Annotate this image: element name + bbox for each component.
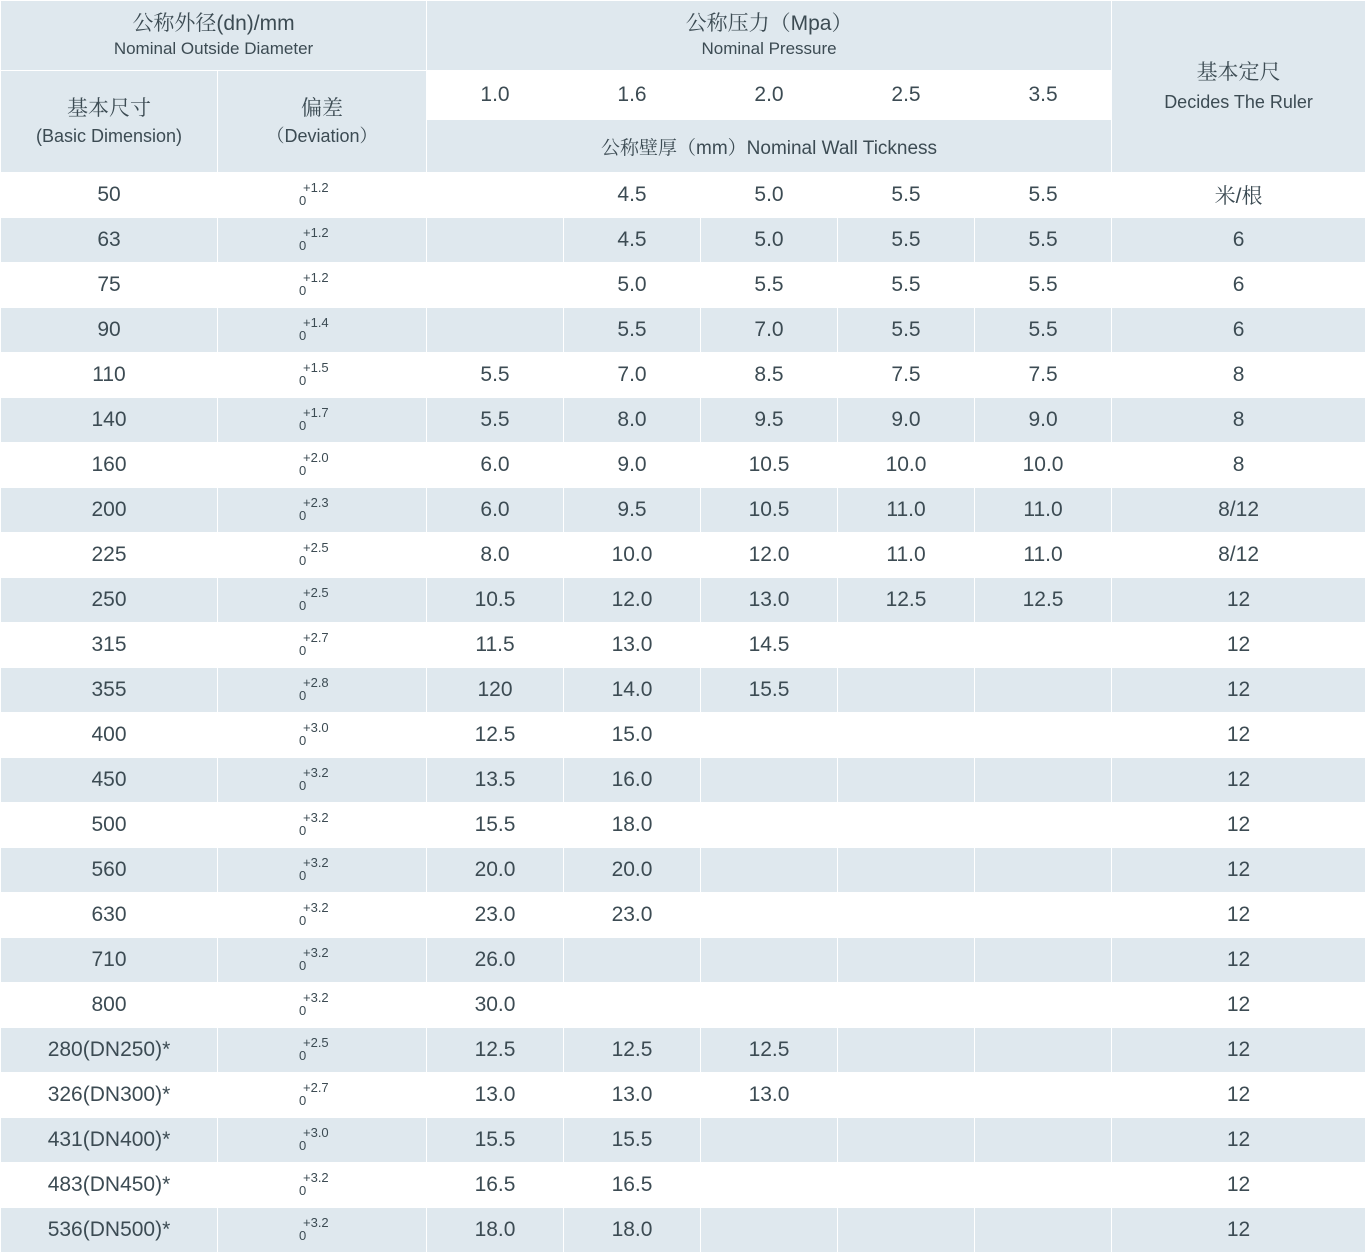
deviation-upper: +3.2 xyxy=(303,764,329,780)
cell-basic-dimension: 400 xyxy=(1,713,218,758)
cell-deviation xyxy=(218,218,427,263)
cell-ruler: 6 xyxy=(1112,308,1365,353)
cell-deviation xyxy=(218,173,427,218)
cell-deviation xyxy=(218,1118,427,1163)
deviation-upper: +1.7 xyxy=(303,404,329,420)
deviation-upper: +1.2 xyxy=(303,224,329,240)
table-body xyxy=(1,173,1365,1253)
table-row xyxy=(1,533,1365,578)
table-row xyxy=(1,353,1365,398)
cell-wall-thickness: 7.5 xyxy=(975,353,1112,398)
cell-ruler: 12 xyxy=(1112,578,1365,623)
cell-basic-dimension: 200 xyxy=(1,488,218,533)
cell-wall-thickness: 13.0 xyxy=(564,1073,701,1118)
cell-deviation xyxy=(218,668,427,713)
cell-wall-thickness: 11.0 xyxy=(838,488,975,533)
cell-wall-thickness xyxy=(975,758,1112,803)
cell-wall-thickness xyxy=(975,623,1112,668)
header-pressure-5: 3.5 xyxy=(975,71,1112,120)
cell-wall-thickness xyxy=(838,1028,975,1073)
header-nominal-pressure-en: Nominal Pressure xyxy=(701,39,837,59)
deviation-lower: 0 xyxy=(299,1002,307,1018)
deviation-upper: +1.4 xyxy=(303,314,329,330)
deviation-lower: 0 xyxy=(299,417,307,433)
cell-wall-thickness: 5.5 xyxy=(427,353,564,398)
deviation-lower: 0 xyxy=(299,1182,307,1198)
cell-wall-thickness xyxy=(975,1073,1112,1118)
cell-basic-dimension: 280(DN250)* xyxy=(1,1028,218,1073)
deviation-upper: +2.0 xyxy=(303,449,329,465)
cell-wall-thickness: 12.5 xyxy=(564,1028,701,1073)
cell-wall-thickness: 5.5 xyxy=(838,218,975,263)
cell-wall-thickness xyxy=(838,623,975,668)
cell-wall-thickness: 8.5 xyxy=(701,353,838,398)
cell-ruler: 12 xyxy=(1112,623,1365,668)
table-row xyxy=(1,173,1365,218)
deviation-upper: +3.2 xyxy=(303,944,329,960)
header-pressure-4: 2.5 xyxy=(838,71,975,120)
table-row xyxy=(1,803,1365,848)
table-row xyxy=(1,848,1365,893)
cell-wall-thickness: 15.5 xyxy=(427,803,564,848)
deviation-upper: +3.2 xyxy=(303,854,329,870)
cell-wall-thickness: 5.5 xyxy=(701,263,838,308)
cell-wall-thickness xyxy=(838,1163,975,1208)
deviation-upper: +2.8 xyxy=(303,674,329,690)
cell-basic-dimension: 536(DN500)* xyxy=(1,1208,218,1253)
cell-wall-thickness: 120 xyxy=(427,668,564,713)
cell-basic-dimension: 110 xyxy=(1,353,218,398)
cell-wall-thickness: 5.5 xyxy=(975,173,1112,218)
cell-wall-thickness: 7.0 xyxy=(701,308,838,353)
cell-wall-thickness: 10.5 xyxy=(701,488,838,533)
deviation-upper: +3.2 xyxy=(303,809,329,825)
header-nominal-pressure xyxy=(427,1,1112,71)
cell-wall-thickness xyxy=(975,713,1112,758)
cell-wall-thickness: 18.0 xyxy=(564,803,701,848)
cell-ruler: 12 xyxy=(1112,848,1365,893)
cell-wall-thickness xyxy=(564,983,701,1028)
cell-basic-dimension: 160 xyxy=(1,443,218,488)
deviation-lower: 0 xyxy=(299,1092,307,1108)
cell-wall-thickness: 12.5 xyxy=(701,1028,838,1073)
cell-ruler: 12 xyxy=(1112,668,1365,713)
cell-wall-thickness: 4.5 xyxy=(564,218,701,263)
cell-ruler: 6 xyxy=(1112,263,1365,308)
cell-wall-thickness xyxy=(975,893,1112,938)
cell-wall-thickness: 10.5 xyxy=(427,578,564,623)
cell-wall-thickness: 12.5 xyxy=(427,1028,564,1073)
cell-deviation xyxy=(218,488,427,533)
cell-wall-thickness xyxy=(838,1118,975,1163)
header-pressure-3: 2.0 xyxy=(701,71,838,120)
cell-wall-thickness: 15.5 xyxy=(701,668,838,713)
header-decides-the-ruler xyxy=(1112,1,1365,173)
cell-ruler: 8 xyxy=(1112,353,1365,398)
cell-wall-thickness xyxy=(838,938,975,983)
cell-wall-thickness xyxy=(701,1163,838,1208)
cell-wall-thickness xyxy=(975,1208,1112,1253)
cell-wall-thickness xyxy=(701,848,838,893)
cell-wall-thickness: 16.0 xyxy=(564,758,701,803)
cell-ruler: 8 xyxy=(1112,398,1365,443)
cell-deviation xyxy=(218,623,427,668)
header-basic-dimension xyxy=(1,71,218,173)
deviation-lower: 0 xyxy=(299,957,307,973)
cell-wall-thickness: 12.5 xyxy=(838,578,975,623)
cell-wall-thickness xyxy=(701,803,838,848)
deviation-upper: +2.7 xyxy=(303,1079,329,1095)
table-row xyxy=(1,1118,1365,1163)
cell-wall-thickness: 7.5 xyxy=(838,353,975,398)
cell-ruler: 12 xyxy=(1112,1118,1365,1163)
cell-wall-thickness: 9.0 xyxy=(838,398,975,443)
table-row xyxy=(1,1028,1365,1073)
cell-wall-thickness xyxy=(701,893,838,938)
deviation-lower: 0 xyxy=(299,282,307,298)
deviation-upper: +2.5 xyxy=(303,1034,329,1050)
header-ruler-en: Decides The Ruler xyxy=(1164,91,1313,112)
table-row xyxy=(1,578,1365,623)
cell-deviation xyxy=(218,533,427,578)
cell-wall-thickness: 10.5 xyxy=(701,443,838,488)
cell-ruler: 12 xyxy=(1112,1208,1365,1253)
deviation-upper: +3.0 xyxy=(303,719,329,735)
deviation-lower: 0 xyxy=(299,327,307,343)
cell-wall-thickness: 14.5 xyxy=(701,623,838,668)
cell-wall-thickness xyxy=(975,1163,1112,1208)
cell-wall-thickness: 9.0 xyxy=(564,443,701,488)
cell-ruler: 12 xyxy=(1112,1073,1365,1118)
deviation-lower: 0 xyxy=(299,642,307,658)
cell-wall-thickness xyxy=(975,938,1112,983)
cell-wall-thickness: 6.0 xyxy=(427,488,564,533)
cell-deviation xyxy=(218,803,427,848)
cell-deviation xyxy=(218,353,427,398)
cell-basic-dimension: 630 xyxy=(1,893,218,938)
cell-basic-dimension: 50 xyxy=(1,173,218,218)
cell-basic-dimension: 355 xyxy=(1,668,218,713)
cell-wall-thickness xyxy=(975,668,1112,713)
header-basic-dimension-en: (Basic Dimension) xyxy=(35,125,183,146)
deviation-upper: +1.2 xyxy=(303,269,329,285)
cell-deviation xyxy=(218,578,427,623)
deviation-upper: +3.2 xyxy=(303,1214,329,1230)
deviation-lower: 0 xyxy=(299,597,307,613)
cell-basic-dimension: 63 xyxy=(1,218,218,263)
cell-deviation xyxy=(218,713,427,758)
cell-ruler: 12 xyxy=(1112,758,1365,803)
deviation-lower: 0 xyxy=(299,1137,307,1153)
cell-wall-thickness xyxy=(701,1118,838,1163)
cell-wall-thickness: 16.5 xyxy=(427,1163,564,1208)
cell-deviation xyxy=(218,1028,427,1073)
deviation-lower: 0 xyxy=(299,372,307,388)
cell-wall-thickness: 23.0 xyxy=(427,893,564,938)
cell-wall-thickness: 13.0 xyxy=(427,1073,564,1118)
cell-wall-thickness xyxy=(975,983,1112,1028)
cell-wall-thickness xyxy=(427,308,564,353)
deviation-upper: +3.2 xyxy=(303,899,329,915)
deviation-lower: 0 xyxy=(299,732,307,748)
header-pressure-2: 1.6 xyxy=(564,71,701,120)
table-row xyxy=(1,758,1365,803)
cell-deviation xyxy=(218,893,427,938)
cell-basic-dimension: 483(DN450)* xyxy=(1,1163,218,1208)
cell-wall-thickness: 30.0 xyxy=(427,983,564,1028)
cell-deviation xyxy=(218,983,427,1028)
cell-wall-thickness: 11.5 xyxy=(427,623,564,668)
table-row xyxy=(1,398,1365,443)
cell-wall-thickness: 5.5 xyxy=(975,263,1112,308)
cell-wall-thickness: 13.5 xyxy=(427,758,564,803)
cell-wall-thickness: 9.5 xyxy=(564,488,701,533)
cell-wall-thickness xyxy=(838,983,975,1028)
cell-deviation xyxy=(218,1208,427,1253)
deviation-lower: 0 xyxy=(299,462,307,478)
table-row xyxy=(1,623,1365,668)
cell-wall-thickness xyxy=(427,263,564,308)
cell-basic-dimension: 250 xyxy=(1,578,218,623)
header-outside-diameter xyxy=(1,1,427,71)
deviation-upper: +2.5 xyxy=(303,584,329,600)
cell-basic-dimension: 450 xyxy=(1,758,218,803)
cell-wall-thickness: 26.0 xyxy=(427,938,564,983)
cell-ruler: 12 xyxy=(1112,1163,1365,1208)
deviation-upper: +2.3 xyxy=(303,494,329,510)
deviation-lower: 0 xyxy=(299,1047,307,1063)
table-row xyxy=(1,308,1365,353)
cell-ruler: 12 xyxy=(1112,938,1365,983)
deviation-lower: 0 xyxy=(299,237,307,253)
deviation-lower: 0 xyxy=(299,192,307,208)
cell-wall-thickness xyxy=(701,938,838,983)
cell-wall-thickness: 5.5 xyxy=(838,263,975,308)
cell-wall-thickness: 8.0 xyxy=(427,533,564,578)
cell-deviation xyxy=(218,263,427,308)
cell-deviation xyxy=(218,308,427,353)
cell-basic-dimension: 500 xyxy=(1,803,218,848)
cell-wall-thickness: 5.0 xyxy=(701,218,838,263)
cell-wall-thickness: 12.5 xyxy=(427,713,564,758)
cell-wall-thickness: 18.0 xyxy=(564,1208,701,1253)
deviation-lower: 0 xyxy=(299,912,307,928)
cell-wall-thickness: 16.5 xyxy=(564,1163,701,1208)
table-row xyxy=(1,713,1365,758)
cell-wall-thickness xyxy=(701,713,838,758)
cell-wall-thickness xyxy=(427,173,564,218)
cell-basic-dimension: 710 xyxy=(1,938,218,983)
cell-wall-thickness: 13.0 xyxy=(701,1073,838,1118)
deviation-upper: +2.5 xyxy=(303,539,329,555)
deviation-lower: 0 xyxy=(299,1227,307,1243)
cell-deviation xyxy=(218,1073,427,1118)
cell-wall-thickness: 9.0 xyxy=(975,398,1112,443)
cell-wall-thickness: 18.0 xyxy=(427,1208,564,1253)
cell-wall-thickness xyxy=(975,1028,1112,1073)
cell-ruler: 8 xyxy=(1112,443,1365,488)
table-row xyxy=(1,218,1365,263)
table-row xyxy=(1,488,1365,533)
cell-wall-thickness: 20.0 xyxy=(564,848,701,893)
header-deviation xyxy=(218,71,427,173)
cell-ruler: 12 xyxy=(1112,1028,1365,1073)
cell-wall-thickness: 12.0 xyxy=(701,533,838,578)
deviation-lower: 0 xyxy=(299,777,307,793)
cell-wall-thickness xyxy=(838,668,975,713)
cell-wall-thickness xyxy=(838,713,975,758)
cell-basic-dimension: 326(DN300)* xyxy=(1,1073,218,1118)
cell-wall-thickness: 5.5 xyxy=(975,218,1112,263)
deviation-upper: +3.0 xyxy=(303,1124,329,1140)
cell-deviation xyxy=(218,938,427,983)
cell-ruler: 12 xyxy=(1112,713,1365,758)
cell-ruler: 8/12 xyxy=(1112,533,1365,578)
table-header xyxy=(1,1,1365,173)
header-wall-thickness: 公称壁厚（mm）Nominal Wall Tickness xyxy=(427,120,1112,173)
deviation-upper: +1.5 xyxy=(303,359,329,375)
cell-wall-thickness xyxy=(701,983,838,1028)
cell-wall-thickness: 5.5 xyxy=(838,173,975,218)
header-pressure-1: 1.0 xyxy=(427,71,564,120)
table-row xyxy=(1,893,1365,938)
header-outside-diameter-en: Nominal Outside Diameter xyxy=(113,39,314,59)
cell-basic-dimension: 560 xyxy=(1,848,218,893)
cell-wall-thickness xyxy=(975,803,1112,848)
cell-wall-thickness: 11.0 xyxy=(838,533,975,578)
cell-wall-thickness xyxy=(701,758,838,803)
cell-wall-thickness: 12.5 xyxy=(975,578,1112,623)
header-deviation-cn: 偏差 xyxy=(301,97,343,121)
cell-wall-thickness: 15.5 xyxy=(564,1118,701,1163)
cell-ruler: 12 xyxy=(1112,983,1365,1028)
deviation-upper: +1.2 xyxy=(303,179,329,195)
cell-wall-thickness: 10.0 xyxy=(975,443,1112,488)
deviation-lower: 0 xyxy=(299,867,307,883)
cell-wall-thickness: 11.0 xyxy=(975,488,1112,533)
cell-wall-thickness: 12.0 xyxy=(564,578,701,623)
cell-wall-thickness: 15.5 xyxy=(427,1118,564,1163)
cell-deviation xyxy=(218,848,427,893)
deviation-lower: 0 xyxy=(299,822,307,838)
cell-wall-thickness xyxy=(427,218,564,263)
table-row xyxy=(1,263,1365,308)
cell-deviation xyxy=(218,1163,427,1208)
cell-basic-dimension: 431(DN400)* xyxy=(1,1118,218,1163)
deviation-upper: +2.7 xyxy=(303,629,329,645)
table-row xyxy=(1,1208,1365,1253)
cell-wall-thickness: 5.5 xyxy=(564,308,701,353)
cell-basic-dimension: 140 xyxy=(1,398,218,443)
cell-wall-thickness xyxy=(838,758,975,803)
cell-wall-thickness xyxy=(838,848,975,893)
cell-wall-thickness xyxy=(838,803,975,848)
cell-ruler: 米/根 xyxy=(1112,173,1365,218)
cell-ruler: 12 xyxy=(1112,893,1365,938)
cell-wall-thickness: 20.0 xyxy=(427,848,564,893)
cell-wall-thickness: 23.0 xyxy=(564,893,701,938)
table-row xyxy=(1,668,1365,713)
cell-wall-thickness xyxy=(975,848,1112,893)
cell-ruler: 12 xyxy=(1112,803,1365,848)
header-deviation-en: （Deviation） xyxy=(266,125,378,146)
cell-wall-thickness xyxy=(838,893,975,938)
table-row xyxy=(1,938,1365,983)
header-basic-dimension-cn: 基本尺寸 xyxy=(67,97,151,121)
cell-wall-thickness: 10.0 xyxy=(564,533,701,578)
cell-deviation xyxy=(218,758,427,803)
table-row xyxy=(1,443,1365,488)
cell-basic-dimension: 800 xyxy=(1,983,218,1028)
cell-wall-thickness xyxy=(975,1118,1112,1163)
deviation-upper: +3.2 xyxy=(303,1169,329,1185)
table-row xyxy=(1,1163,1365,1208)
deviation-lower: 0 xyxy=(299,687,307,703)
cell-wall-thickness: 6.0 xyxy=(427,443,564,488)
deviation-lower: 0 xyxy=(299,552,307,568)
cell-wall-thickness: 5.5 xyxy=(427,398,564,443)
cell-wall-thickness xyxy=(838,1208,975,1253)
cell-basic-dimension: 315 xyxy=(1,623,218,668)
cell-wall-thickness: 15.0 xyxy=(564,713,701,758)
cell-wall-thickness: 13.0 xyxy=(564,623,701,668)
cell-wall-thickness: 5.0 xyxy=(564,263,701,308)
deviation-upper: +3.2 xyxy=(303,989,329,1005)
cell-ruler: 6 xyxy=(1112,218,1365,263)
cell-basic-dimension: 90 xyxy=(1,308,218,353)
cell-wall-thickness: 8.0 xyxy=(564,398,701,443)
deviation-lower: 0 xyxy=(299,507,307,523)
cell-wall-thickness: 10.0 xyxy=(838,443,975,488)
header-outside-diameter-cn: 公称外径(dn)/mm xyxy=(132,11,295,35)
cell-wall-thickness: 14.0 xyxy=(564,668,701,713)
cell-basic-dimension: 225 xyxy=(1,533,218,578)
cell-wall-thickness: 9.5 xyxy=(701,398,838,443)
cell-wall-thickness: 11.0 xyxy=(975,533,1112,578)
cell-wall-thickness: 5.5 xyxy=(838,308,975,353)
cell-wall-thickness: 7.0 xyxy=(564,353,701,398)
cell-wall-thickness xyxy=(701,1208,838,1253)
cell-wall-thickness: 13.0 xyxy=(701,578,838,623)
cell-wall-thickness xyxy=(564,938,701,983)
cell-wall-thickness: 5.0 xyxy=(701,173,838,218)
cell-deviation xyxy=(218,443,427,488)
cell-wall-thickness: 4.5 xyxy=(564,173,701,218)
cell-basic-dimension: 75 xyxy=(1,263,218,308)
table-row xyxy=(1,983,1365,1028)
cell-wall-thickness xyxy=(838,1073,975,1118)
cell-ruler: 8/12 xyxy=(1112,488,1365,533)
header-ruler-cn: 基本定尺 xyxy=(1196,61,1281,85)
cell-wall-thickness: 5.5 xyxy=(975,308,1112,353)
table-row xyxy=(1,1073,1365,1118)
header-nominal-pressure-cn: 公称压力（Mpa） xyxy=(685,11,853,35)
cell-deviation xyxy=(218,398,427,443)
